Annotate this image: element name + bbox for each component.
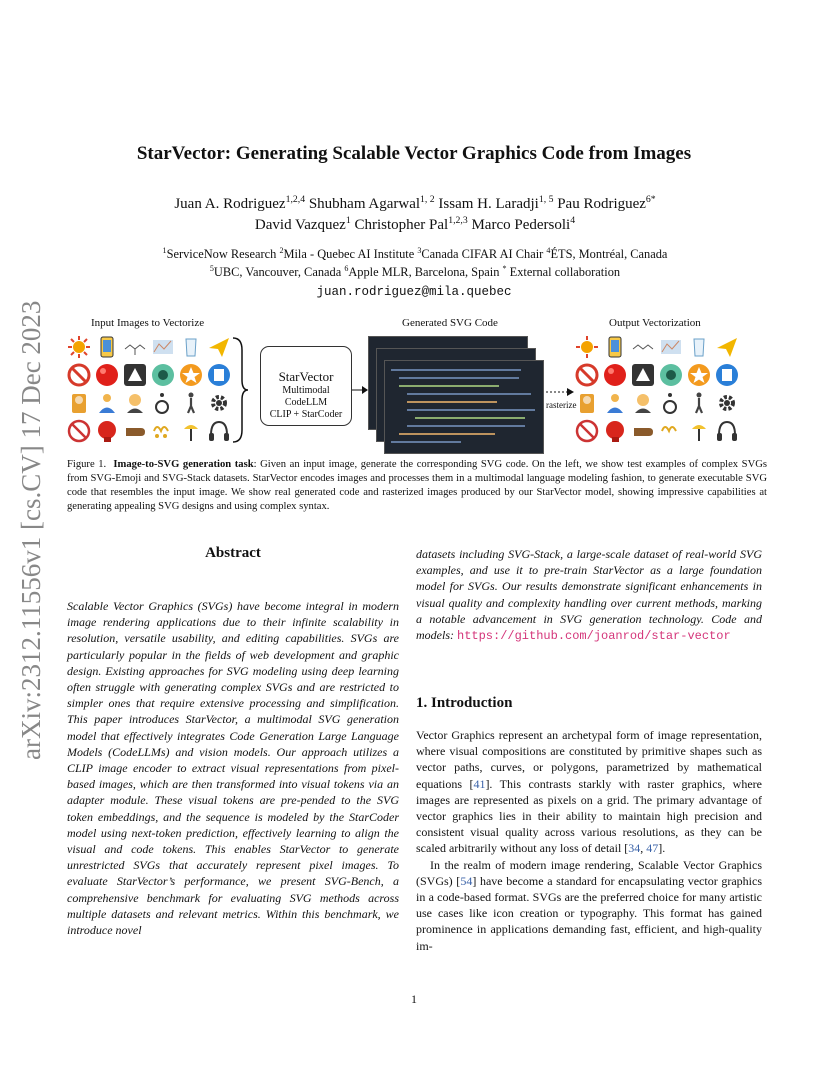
ornament-icon [658,418,684,444]
fist-emoji-icon [122,418,148,444]
abstract-text-continued: datasets including SVG-Stack, a large-scale dataset of real-world SVG examples, and use it to pre-train StarVector as a large foundation model for SVGs. Our results demonstrate significant enhancements in visual quality and complexity handling over current methods, marking a notable advancement in SVG generation technology. Code and models: https://github.com/joanrod/star-vector [416,547,762,644]
no-entry-sign-icon [66,362,92,388]
fist-emoji-icon [630,418,656,444]
person-emoji-icon [66,390,92,416]
gear-icon [206,390,232,416]
abstract-heading: Abstract [205,545,261,561]
arxiv-stamp [10,270,52,770]
triangle-logo-icon [630,362,656,388]
walking-person-icon [178,390,204,416]
map-icon [658,334,684,360]
author-list: Juan A. Rodriguez$^{1,2,4}$ Shubham Agarwal$^{1, 2}$ Issam H. Laradji$^{1, 5}$ Pau Rodriguez$^{6*}$ David Vazquez$^1$ Christopher Pal$^{1,2,3}$ Marco Pedersoli$^4$ [174,194,656,233]
sun-emoji-icon [574,334,600,360]
code-link[interactable]: https://github.com/joanrod/star-vector [457,629,731,644]
figure-label-output: Output Vectorization [609,317,701,329]
citation-link[interactable]: 54 [460,873,473,888]
citation-link[interactable]: 41 [473,776,486,791]
molecule-diagram-icon [630,334,656,360]
sun-emoji-icon [66,334,92,360]
paragraph: In the realm of modern image rendering, Scalable Vector Graphics (SVGs) [54] have become a standard for encapsulating vector graphics in a code-based format. SVGs are the preferred choice for many artistic use cases like icon creation or typography. This format has gained prominence in applications demanding fast, efficient, and high-quality im- [416,857,762,953]
map-icon [150,334,176,360]
boxing-glove-icon [602,418,628,444]
people-icon [94,390,120,416]
figure-label-code: Generated SVG Code [402,317,498,329]
affiliations: $^1$ServiceNow Research $^2$Mila - Quebec AI Institute $^3$Canada CIFAR AI Chair $^4$ÉTS, Montréal, Canada $^5$UBC, Vancouver, Canada $^6$Apple MLR, Barcelona, Spain * External collaboration [162,245,668,279]
headphones-icon [206,418,232,444]
rasterize-label: rasterize [546,400,577,410]
paper-title: StarVector: Generating Scalable Vector Graphics Code from Images [136,143,692,164]
avatar-emoji-icon [630,390,656,416]
lamp-icon [686,418,712,444]
lamp-icon [178,418,204,444]
code-card [384,360,544,454]
red-ball-icon [94,362,120,388]
no-phone-sign-icon [574,418,600,444]
molecule-diagram-icon [122,334,148,360]
walking-person-icon [686,390,712,416]
figure-label-input: Input Images to Vectorize [91,317,205,329]
curly-brace [230,336,250,444]
svg-code-stack [368,336,544,454]
info-star-icon [178,362,204,388]
citation-link[interactable]: 47 [646,841,659,856]
page-number: 1 [411,992,417,1006]
author: Juan A. Rodriguez [174,196,286,212]
section-heading-introduction: 1. Introduction [416,695,513,711]
paper-plane-icon [714,334,740,360]
model-line2: CLIP + StarCoder [269,409,343,420]
citation-link[interactable]: 34 [628,841,641,856]
model-line1: Multimodal CodeLLM [282,385,330,408]
phone-emoji-icon [94,334,120,360]
starvector-model-box [260,346,352,426]
glass-emoji-icon [178,334,204,360]
avatar-emoji-icon [122,390,148,416]
author: Marco Pedersoli [471,217,571,233]
paper-plane-icon [206,334,232,360]
figure-caption: Figure 1. Image-to-SVG generation task: Given an input image, generate the corresponding SVG code. On the left, we show test examples of complex SVGs from SVG-Emoji and SVG-Stack datasets. StarVector encodes images and processes them in a multimodal language modeling fashion, to generate executable SVG code that resembles the input image. We show real generated code and rasterized images produced by our StarVector model, showing impressive capabilities at generating appealing SVG designs and using complex syntax. [67,459,767,512]
document-icon [206,362,232,388]
star-badge-icon [658,362,684,388]
wheelchair-icon [658,390,684,416]
document-icon [714,362,740,388]
abstract-text: Scalable Vector Graphics (SVGs) have become integral in modern image rendering applications due to their infinite scalability in resolution, versatile usability, and editing capabilities. SVGs are particularly popular in the fields of web development and graphic design. Existing approaches for SVG modeling using deep learning often struggle with generating complex SVGs and are restricted to simpler ones that require extensive processing and simplification. This paper introduces StarVector, a multimodal SVG generation model that effectively integrates Code Generation Large Language Models (CodeLLMs) and vision models. Our approach utilizes a CLIP image encoder to extract visual representations from pixel-based images, which are then transformed into visual tokens via an adapter module. These visual tokens are pre-pended to the SVG token embeddings, and the sequence is modeled by the StarCoder model using next-token prediction, effectively learning to align the visual and code tokens. This enables StarVector to generate unrestricted SVGs that accurately represent pixel images. To evaluate StarVector’s performance, we present SVG-Bench, a comprehensive benchmark for evaluating SVG methods across multiple datasets and relevant metrics. Within this benchmark, we introduce novel [67,599,399,938]
input-icon-grid [66,334,232,446]
people-icon [602,390,628,416]
gear-icon [714,390,740,416]
rasterize-arrow [546,384,574,394]
model-name: StarVector [278,369,334,384]
no-phone-sign-icon [66,418,92,444]
paragraph: Vector Graphics represent an archetypal form of image representation, where visual compositions are constituted by primitive shapes such as vector paths, curves, or polygons, parametrized by mathematical equations [41]. This contrasts starkly with raster graphics, where images are represented as pixels on a grid. The primary advantage of vector graphics lies in their ability to maintain high precision and consistent visual quality across various resolutions, as they can be scaled arbitrarily without any loss of detail [34, 47]. [416,728,762,856]
wheelchair-icon [150,390,176,416]
author: Issam H. Laradji [438,196,539,212]
author: David Vazquez [254,217,346,233]
person-emoji-icon [574,390,600,416]
contact-email[interactable]: juan.rodriguez@mila.quebec [316,285,512,299]
star-badge-icon [150,362,176,388]
author: Shubham Agarwal [308,196,421,212]
author: Christopher Pal [354,217,449,233]
triangle-logo-icon [122,362,148,388]
red-ball-icon [602,362,628,388]
author: Pau Rodriguez [557,196,646,212]
glass-emoji-icon [686,334,712,360]
info-star-icon [686,362,712,388]
headphones-icon [714,418,740,444]
introduction-text [416,727,762,954]
ornament-icon [150,418,176,444]
boxing-glove-icon [94,418,120,444]
arrow-to-code [352,382,368,392]
no-entry-sign-icon [574,362,600,388]
arxiv-id: arXiv:2312.11556v1 [cs.CV] 17 Dec 2023 [16,300,46,760]
output-icon-grid [574,334,744,446]
phone-emoji-icon [602,334,628,360]
